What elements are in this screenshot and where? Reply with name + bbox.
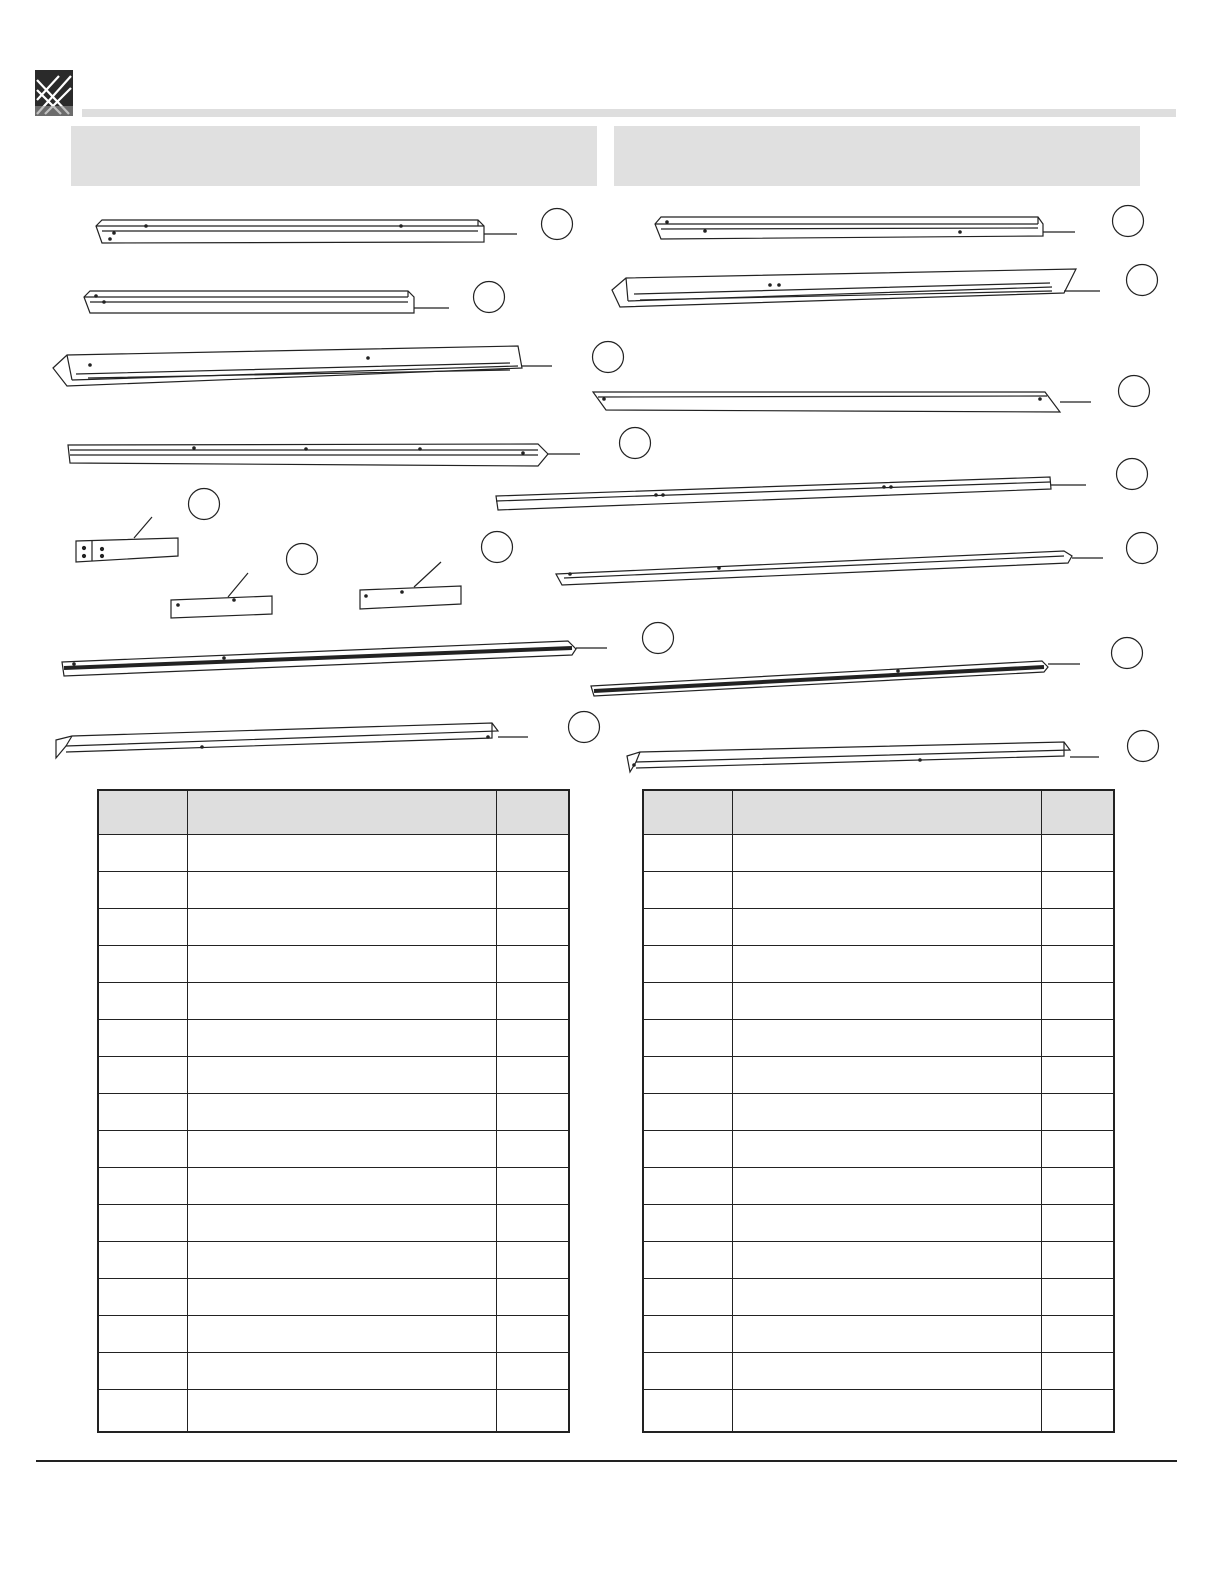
- cell-description: [732, 1094, 1041, 1131]
- cell-qty: [1041, 1131, 1114, 1168]
- cell-part: [643, 1094, 732, 1131]
- footer-rule: [36, 1460, 1177, 1462]
- part-callout-circle: [542, 209, 573, 240]
- cell-qty: [1041, 1242, 1114, 1279]
- cell-part: [643, 835, 732, 872]
- cell-qty: [1041, 946, 1114, 983]
- cell-part: [643, 1057, 732, 1094]
- cell-part: [98, 1205, 187, 1242]
- cell-part: [643, 1353, 732, 1390]
- cell-part: [98, 1094, 187, 1131]
- part-callout-circle: [643, 623, 674, 654]
- part-drawing-right-1: [655, 217, 1075, 239]
- cell-description: [187, 1242, 496, 1279]
- part-drawing-right-4: [496, 477, 1086, 510]
- cell-description: [187, 909, 496, 946]
- header-cell-description: [732, 790, 1041, 835]
- table-row: [643, 872, 1114, 909]
- table-row: [98, 835, 569, 872]
- cell-part: [98, 1242, 187, 1279]
- table-row: [643, 1094, 1114, 1131]
- part-callout-circle: [1113, 206, 1144, 237]
- table-row: [98, 872, 569, 909]
- part-drawing-left-1: [96, 220, 517, 243]
- part-drawing-left-8: [62, 641, 607, 676]
- cell-description: [187, 1057, 496, 1094]
- cell-qty: [1041, 1094, 1114, 1131]
- cell-part: [643, 1131, 732, 1168]
- header-cell-part: [643, 790, 732, 835]
- part-callout-circle: [474, 282, 505, 313]
- cell-qty: [1041, 1279, 1114, 1316]
- cell-part: [643, 1020, 732, 1057]
- table-body: [643, 835, 1114, 1433]
- cell-qty: [1041, 1205, 1114, 1242]
- section-banner-right: [614, 126, 1140, 186]
- part-drawing-right-6: [591, 661, 1080, 696]
- header-cell-description: [187, 790, 496, 835]
- cell-qty: [496, 835, 569, 872]
- cell-description: [732, 1205, 1041, 1242]
- part-drawing-left-7: [360, 562, 461, 609]
- table-row: [643, 1205, 1114, 1242]
- part-drawing-right-2: [612, 269, 1100, 307]
- cell-qty: [1041, 1316, 1114, 1353]
- cell-qty: [496, 1279, 569, 1316]
- cell-part: [98, 1131, 187, 1168]
- cell-part: [643, 1242, 732, 1279]
- table-row: [98, 1242, 569, 1279]
- cell-description: [187, 983, 496, 1020]
- cell-description: [732, 1168, 1041, 1205]
- table-row: [98, 1131, 569, 1168]
- table-row: [643, 1279, 1114, 1316]
- part-callout-circle: [593, 342, 624, 373]
- cell-qty: [496, 1390, 569, 1433]
- table-row: [643, 1316, 1114, 1353]
- cell-part: [643, 1316, 732, 1353]
- cell-qty: [496, 1094, 569, 1131]
- header-cell-qty: [1041, 790, 1114, 835]
- cell-part: [643, 946, 732, 983]
- part-callout-circle: [620, 428, 651, 459]
- part-drawing-right-5: [556, 551, 1103, 585]
- cell-qty: [496, 1057, 569, 1094]
- cell-qty: [496, 1131, 569, 1168]
- cell-description: [732, 983, 1041, 1020]
- parts-table-right: [642, 789, 1115, 1433]
- table-row: [98, 1168, 569, 1205]
- header-cell-part: [98, 790, 187, 835]
- header-rule: [82, 109, 1176, 117]
- cell-qty: [1041, 983, 1114, 1020]
- header-cell-qty: [496, 790, 569, 835]
- table-header-row: [98, 790, 569, 835]
- table-row: [643, 983, 1114, 1020]
- cell-description: [187, 872, 496, 909]
- cell-description: [187, 1168, 496, 1205]
- table-row: [643, 835, 1114, 872]
- cell-part: [98, 835, 187, 872]
- cell-qty: [1041, 835, 1114, 872]
- table-row: [98, 1205, 569, 1242]
- cell-description: [187, 835, 496, 872]
- table-row: [98, 1316, 569, 1353]
- part-callout-circle: [1128, 731, 1159, 762]
- part-callout-circle: [287, 544, 318, 575]
- cell-description: [187, 946, 496, 983]
- part-callout-circle: [1117, 459, 1148, 490]
- part-callout-circle: [189, 489, 220, 520]
- table-row: [643, 946, 1114, 983]
- cell-description: [187, 1316, 496, 1353]
- table-row: [643, 909, 1114, 946]
- part-callout-circle: [482, 532, 513, 563]
- cell-part: [98, 1279, 187, 1316]
- table-row: [98, 983, 569, 1020]
- part-callout-circle: [1127, 265, 1158, 296]
- cell-qty: [1041, 1168, 1114, 1205]
- section-banner-left: [71, 126, 597, 186]
- table-row: [98, 946, 569, 983]
- cell-qty: [496, 1316, 569, 1353]
- cell-part: [98, 1353, 187, 1390]
- part-drawing-right-3: [593, 392, 1091, 412]
- cell-part: [98, 983, 187, 1020]
- part-callout-circle: [1127, 533, 1158, 564]
- cell-part: [643, 1390, 732, 1433]
- cell-description: [732, 1279, 1041, 1316]
- cell-qty: [1041, 872, 1114, 909]
- cell-description: [732, 1316, 1041, 1353]
- cell-qty: [1041, 1390, 1114, 1433]
- table-header-row: [643, 790, 1114, 835]
- cell-description: [187, 1205, 496, 1242]
- table-row: [98, 1353, 569, 1390]
- cell-description: [187, 1279, 496, 1316]
- cell-description: [732, 1131, 1041, 1168]
- cell-qty: [1041, 1057, 1114, 1094]
- cell-part: [98, 1020, 187, 1057]
- cell-qty: [1041, 1353, 1114, 1390]
- cell-qty: [496, 1353, 569, 1390]
- cell-part: [98, 1316, 187, 1353]
- cell-part: [643, 1279, 732, 1316]
- cell-description: [732, 1020, 1041, 1057]
- table-row: [98, 1057, 569, 1094]
- cell-qty: [1041, 909, 1114, 946]
- table-row: [98, 1094, 569, 1131]
- cell-part: [98, 1057, 187, 1094]
- cell-qty: [496, 983, 569, 1020]
- cell-qty: [496, 1205, 569, 1242]
- cell-part: [643, 909, 732, 946]
- parts-table-left: [97, 789, 570, 1433]
- table-row: [98, 909, 569, 946]
- cell-part: [98, 909, 187, 946]
- table-row: [643, 1353, 1114, 1390]
- cell-description: [732, 872, 1041, 909]
- cell-part: [643, 1205, 732, 1242]
- cell-description: [187, 1390, 496, 1433]
- part-callout-circle: [569, 712, 600, 743]
- table-row: [643, 1390, 1114, 1433]
- table-row: [643, 1242, 1114, 1279]
- cell-description: [187, 1094, 496, 1131]
- cell-part: [98, 1390, 187, 1433]
- table-row: [98, 1020, 569, 1057]
- cell-description: [187, 1353, 496, 1390]
- cell-description: [732, 835, 1041, 872]
- part-drawing-left-3: [53, 346, 552, 386]
- cell-part: [98, 872, 187, 909]
- part-drawing-left-5: [76, 517, 178, 562]
- part-drawing-left-6: [171, 573, 272, 618]
- cell-part: [98, 946, 187, 983]
- cell-description: [732, 1390, 1041, 1433]
- cell-part: [643, 1168, 732, 1205]
- cell-description: [732, 1242, 1041, 1279]
- table-row: [98, 1390, 569, 1433]
- part-callout-circle: [1119, 376, 1150, 407]
- table-row: [643, 1131, 1114, 1168]
- cell-qty: [496, 909, 569, 946]
- table-row: [643, 1057, 1114, 1094]
- part-drawing-right-7: [627, 742, 1099, 772]
- part-drawing-left-9: [56, 723, 528, 758]
- cell-description: [187, 1131, 496, 1168]
- cell-qty: [496, 1168, 569, 1205]
- cell-qty: [1041, 1020, 1114, 1057]
- cell-description: [732, 1057, 1041, 1094]
- table-body: [98, 835, 569, 1433]
- cell-qty: [496, 946, 569, 983]
- cell-description: [732, 909, 1041, 946]
- table-row: [643, 1168, 1114, 1205]
- cell-qty: [496, 872, 569, 909]
- cell-part: [643, 872, 732, 909]
- part-callout-circle: [1112, 638, 1143, 669]
- cell-part: [643, 983, 732, 1020]
- cell-qty: [496, 1020, 569, 1057]
- cell-description: [732, 946, 1041, 983]
- cell-part: [98, 1168, 187, 1205]
- cell-qty: [496, 1242, 569, 1279]
- part-drawing-left-2: [84, 291, 449, 313]
- table-row: [98, 1279, 569, 1316]
- cell-description: [187, 1020, 496, 1057]
- table-row: [643, 1020, 1114, 1057]
- part-drawing-left-4: [68, 444, 580, 466]
- parts-illustration: [0, 190, 1224, 790]
- brand-logo-icon: [35, 70, 73, 116]
- cell-description: [732, 1353, 1041, 1390]
